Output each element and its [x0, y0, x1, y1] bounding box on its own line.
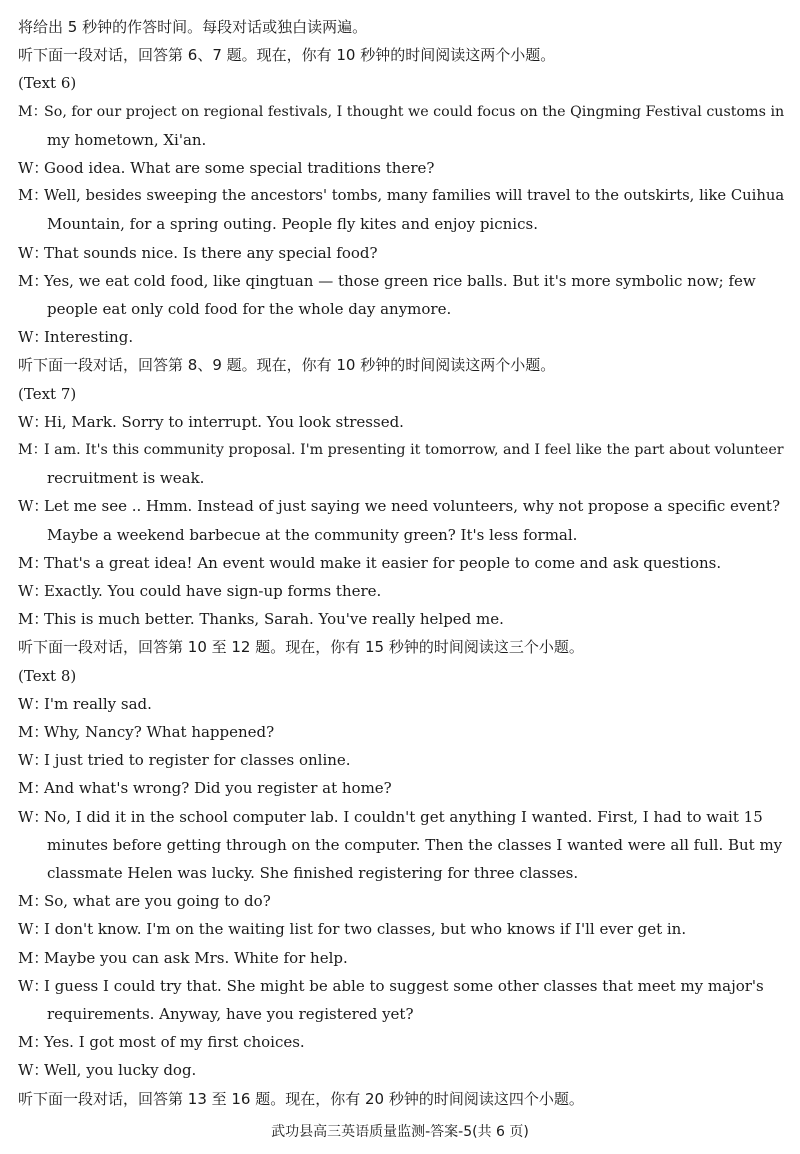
dialogue-continuation: Mountain, for a spring outing. People fly kites and enjoy picnics. [47, 215, 538, 234]
speaker-label: W： [18, 694, 49, 713]
dialogue-line [18, 919, 786, 939]
dialogue-line [18, 694, 786, 714]
speaker-label: M： [18, 779, 49, 798]
speaker-label: W： [18, 807, 49, 826]
utterance-text: No, I did it in the school computer lab. I couldn't get anything I wanted. First, I had to wait 15 [44, 807, 763, 826]
dialogue-line [18, 327, 786, 347]
utterance-text: Yes, we eat cold food, like qingtuan — those green rice balls. But it's more symbolic now; few [44, 271, 756, 290]
instruction-line: 听下面一段对话，回答第 10 至 12 题。现在，你有 15 秒钟的时间阅读这三个小题。 [18, 638, 584, 657]
speaker-label: M： [18, 103, 47, 120]
utterance-text: Maybe you can ask Mrs. White for help. [44, 948, 348, 967]
text-label: (Text 6) [18, 74, 77, 93]
utterance-text: That sounds nice. Is there any special food? [44, 243, 378, 262]
dialogue-continuation: requirements. Anyway, have you registered yet? [47, 1005, 414, 1023]
dialogue-line [18, 778, 786, 798]
dialogue-line [18, 948, 786, 968]
utterance-text: Why, Nancy? What happened? [44, 723, 275, 741]
speaker-label: W： [18, 159, 49, 177]
utterance-text: Let me see .. Hmm. Instead of just saying we need volunteers, why not propose a specific event? [44, 497, 780, 516]
instruction-line: 将给出 5 秒钟的作答时间。每段对话或独白读两遍。 [18, 18, 368, 36]
speaker-label: W： [18, 412, 49, 431]
dialogue-line [18, 750, 786, 770]
speaker-label: W： [18, 328, 49, 347]
utterance-text: Hi, Mark. Sorry to interrupt. You look stressed. [44, 412, 404, 431]
speaker-label: M： [18, 723, 49, 741]
speaker-label: M： [18, 442, 47, 458]
instruction-line: 听下面一段对话，回答第 8、9 题。现在，你有 10 秒钟的时间阅读这两个小题。 [18, 356, 556, 375]
speaker-label: M： [18, 610, 49, 629]
utterance-text: So, what are you going to do? [44, 892, 271, 911]
dialogue-continuation: Maybe a weekend barbecue at the community green? It's less formal. [47, 525, 578, 544]
speaker-label: M： [18, 1033, 49, 1052]
dialogue-continuation: minutes before getting through on the computer. Then the classes I wanted were all full. But my [47, 835, 783, 854]
dialogue-line [18, 581, 786, 601]
dialogue-line [18, 722, 786, 742]
dialogue-line [18, 553, 786, 573]
dialogue-continuation: my hometown, Xi'an. [47, 130, 207, 149]
speaker-label: M： [18, 553, 49, 572]
dialogue-line [18, 1060, 786, 1080]
utterance-text: Well, you lucky dog. [44, 1061, 197, 1080]
utterance-text: I'm really sad. [44, 694, 152, 713]
dialogue-line [18, 976, 786, 996]
speaker-label: M： [18, 948, 49, 967]
instruction-line: 听下面一段对话，回答第 6、7 题。现在，你有 10 秒钟的时间阅读这两个小题。 [18, 46, 556, 65]
utterance-text: Well, besides sweeping the ancestors' tombs, many families will travel to the outskirts, like Cuihua [44, 187, 785, 205]
utterance-text: And what's wrong? Did you register at home? [44, 779, 392, 798]
dialogue-line [18, 158, 786, 178]
utterance-text: So, for our project on regional festivals, I thought we could focus on the Qingming Festival customs in [44, 103, 785, 120]
utterance-text: I don't know. I'm on the waiting list for two classes, but who knows if I'll ever get in. [44, 920, 687, 939]
dialogue-line [18, 1032, 786, 1052]
speaker-label: W： [18, 243, 49, 262]
text-label: (Text 8) [18, 666, 77, 685]
dialogue-continuation: recruitment is weak. [47, 469, 205, 488]
speaker-label: W： [18, 497, 49, 516]
utterance-text: This is much better. Thanks, Sarah. You've really helped me. [44, 610, 504, 629]
dialogue-line [18, 440, 786, 460]
utterance-text: I am. It's this community proposal. I'm presenting it tomorrow, and I feel like the part about volunteer [44, 442, 784, 458]
utterance-text: Exactly. You could have sign-up forms there. [44, 582, 382, 600]
dialogue-line [18, 243, 786, 263]
dialogue-continuation: people eat only cold food for the whole day anymore. [47, 300, 452, 318]
speaker-label: M： [18, 892, 49, 911]
dialogue-line [18, 609, 786, 629]
text-label: (Text 7) [18, 384, 77, 403]
dialogue-line [18, 496, 786, 516]
utterance-text: That's a great idea! An event would make it easier for people to come and ask questions. [44, 553, 722, 572]
speaker-label: W： [18, 976, 49, 995]
speaker-label: M： [18, 187, 48, 205]
speaker-label: M： [18, 271, 49, 290]
utterance-text: Interesting. [44, 328, 134, 347]
speaker-label: W： [18, 920, 49, 939]
utterance-text: I guess I could try that. She might be able to suggest some other classes that meet my major's [44, 976, 764, 995]
speaker-label: W： [18, 1061, 49, 1080]
dialogue-line [18, 271, 786, 291]
dialogue-continuation: classmate Helen was lucky. She finished registering for three classes. [47, 864, 579, 882]
utterance-text: I just tried to register for classes online. [44, 751, 351, 770]
dialogue-line [18, 412, 786, 432]
speaker-label: W： [18, 751, 49, 770]
dialogue-line [18, 807, 786, 827]
speaker-label: W： [18, 582, 49, 600]
dialogue-line [18, 186, 786, 206]
utterance-text: Good idea. What are some special traditions there? [44, 159, 435, 177]
dialogue-line [18, 891, 786, 911]
dialogue-line [18, 102, 786, 122]
page-footer: 武功县高三英语质量监测-答案-5(共 6 页) [271, 1124, 529, 1140]
instruction-line: 听下面一段对话，回答第 13 至 16 题。现在，你有 20 秒钟的时间阅读这四个小题。 [18, 1089, 584, 1108]
utterance-text: Yes. I got most of my first choices. [44, 1033, 305, 1052]
